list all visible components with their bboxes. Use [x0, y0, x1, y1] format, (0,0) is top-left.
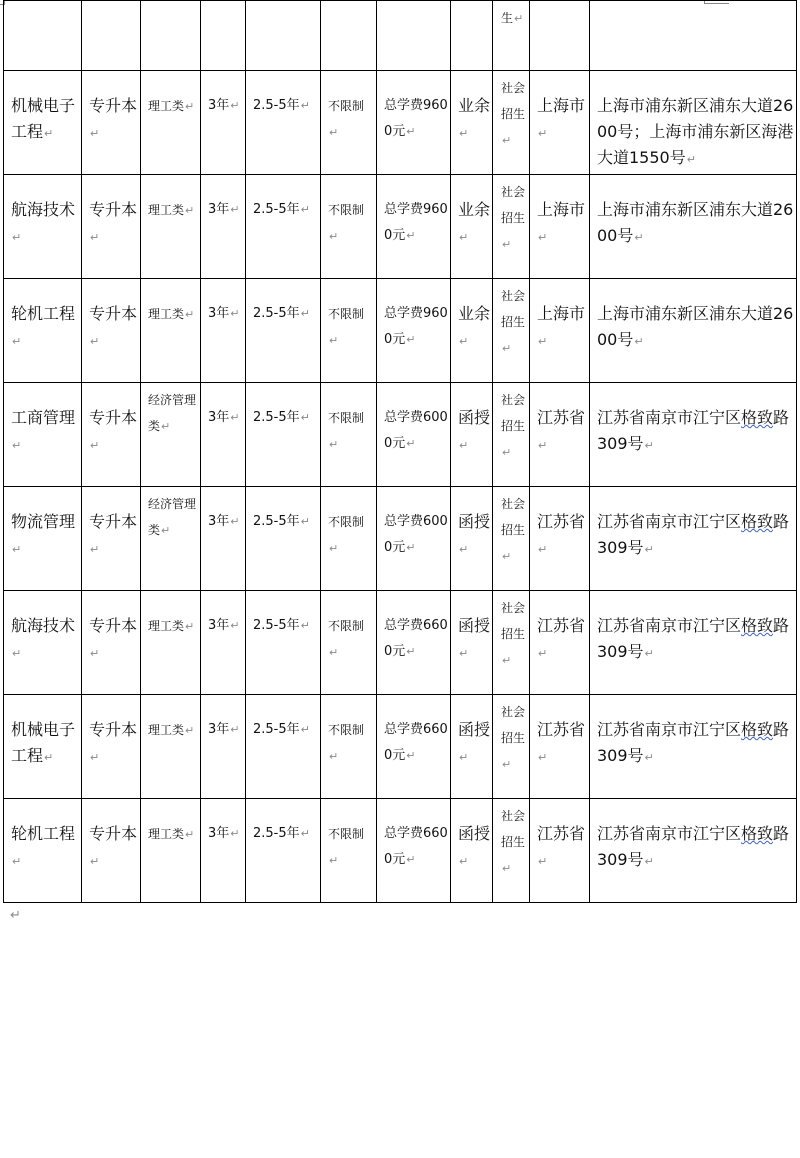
- cell-text: 上海市浦东新区浦东大道2600号: [597, 200, 794, 245]
- table-row: [4, 383, 797, 487]
- cell-level: [82, 175, 141, 279]
- cell-text: 不限制: [328, 619, 365, 633]
- return-mark-icon: ↵: [161, 524, 171, 537]
- return-mark-icon: ↵: [185, 204, 195, 217]
- return-mark-icon: ↵: [329, 750, 339, 763]
- cell-text: 函授: [458, 616, 491, 635]
- return-mark-icon: ↵: [300, 99, 310, 112]
- cell-text: 总学费9600元: [384, 202, 448, 243]
- cell-limit: [321, 383, 377, 487]
- cell-limit: [321, 71, 377, 175]
- return-mark-icon: ↵: [686, 153, 696, 166]
- cell-empty: [451, 1, 493, 71]
- return-mark-icon: ↵: [538, 543, 548, 556]
- return-mark-icon: ↵: [459, 647, 469, 660]
- cell-text: 机械电子工程: [11, 96, 76, 141]
- cell-mode: [451, 175, 493, 279]
- cell-years: [246, 799, 321, 903]
- cell-text: 社会招生: [501, 289, 526, 329]
- return-mark-icon: ↵: [406, 437, 416, 450]
- return-mark-icon: ↵: [644, 647, 654, 660]
- cell-region: [530, 383, 590, 487]
- table-row: [4, 591, 797, 695]
- return-mark-icon: ↵: [459, 335, 469, 348]
- return-mark-icon: ↵: [329, 334, 339, 347]
- return-mark-icon: ↵: [12, 855, 22, 868]
- cell-source: [493, 799, 530, 903]
- return-mark-icon: ↵: [459, 127, 469, 140]
- cell-empty: [82, 1, 141, 71]
- return-mark-icon: ↵: [230, 723, 240, 736]
- cell-fee: [377, 383, 451, 487]
- cell-text: 函授: [458, 824, 491, 843]
- cell-fee: [377, 279, 451, 383]
- return-mark-icon: ↵: [12, 543, 22, 556]
- cell-category: [141, 279, 201, 383]
- return-mark-icon: ↵: [12, 439, 22, 452]
- cell-major: [4, 383, 82, 487]
- cell-text: 3年: [208, 306, 230, 321]
- cell-address: [590, 279, 797, 383]
- cell-major: [4, 175, 82, 279]
- cell-major: [4, 695, 82, 799]
- return-mark-icon: ↵: [634, 335, 644, 348]
- cell-text: 3年: [208, 98, 230, 113]
- cell-fee: [377, 487, 451, 591]
- cell-text: 江苏省: [537, 408, 586, 427]
- cell-source: [493, 175, 530, 279]
- cell-text: 路309号: [597, 824, 790, 869]
- return-mark-icon: ↵: [90, 855, 100, 868]
- cell-fee: [377, 591, 451, 695]
- cell-text: 社会招生: [501, 185, 526, 225]
- cell-text: 专升本: [89, 720, 138, 739]
- cell-years: [246, 591, 321, 695]
- return-mark-icon: ↵: [185, 724, 195, 737]
- return-mark-icon: ↵: [300, 203, 310, 216]
- cell-major: [4, 71, 82, 175]
- cell-text: 专升本: [89, 824, 138, 843]
- return-mark-icon: ↵: [459, 543, 469, 556]
- cell-text: 总学费6600元: [384, 722, 448, 763]
- cell-text: 不限制: [328, 203, 365, 217]
- cell-level: [82, 71, 141, 175]
- return-mark-icon: ↵: [538, 439, 548, 452]
- cell-fee: [377, 695, 451, 799]
- cell-source: [493, 591, 530, 695]
- return-mark-icon: ↵: [459, 751, 469, 764]
- cell-source: [493, 487, 530, 591]
- return-mark-icon: ↵: [329, 542, 339, 555]
- cell-region: [530, 175, 590, 279]
- return-mark-icon: ↵: [538, 127, 548, 140]
- cell-level: [82, 695, 141, 799]
- return-mark-icon: ↵: [300, 411, 310, 424]
- cell-text: 上海市浦东新区浦东大道2600号；上海市浦东新区海港大道1550号: [597, 96, 794, 167]
- return-mark-icon: ↵: [406, 333, 416, 346]
- cell-text: 经济管理类: [148, 497, 197, 537]
- cell-mode: [451, 487, 493, 591]
- cell-text: 江苏省南京市江宁区: [597, 408, 742, 427]
- cell-text: 2.5-5年: [253, 514, 300, 529]
- return-mark-icon: ↵: [502, 758, 512, 771]
- cell-text: 总学费6600元: [384, 826, 448, 867]
- cell-empty: [141, 1, 201, 71]
- cell-text: 理工类: [148, 99, 185, 113]
- cell-text: 路309号: [597, 512, 790, 557]
- cell-mode: [451, 695, 493, 799]
- cell-text: 轮机工程: [11, 304, 76, 323]
- return-mark-icon: ↵: [230, 619, 240, 632]
- return-mark-icon: ↵: [502, 238, 512, 251]
- cell-text: 专升本: [89, 616, 138, 635]
- cell-text: 专升本: [89, 96, 138, 115]
- cell-text: 社会招生: [501, 393, 526, 433]
- return-mark-icon: ↵: [538, 335, 548, 348]
- cell-source: [493, 1, 530, 71]
- return-mark-icon: ↵: [459, 439, 469, 452]
- table-row: [4, 799, 797, 903]
- cell-length: [201, 383, 246, 487]
- cell-text: 航海技术: [11, 200, 76, 219]
- cell-limit: [321, 279, 377, 383]
- cell-empty: [4, 1, 82, 71]
- return-mark-icon: ↵: [538, 751, 548, 764]
- cell-text: 业余: [458, 200, 491, 219]
- cell-empty: [377, 1, 451, 71]
- return-mark-icon: ↵: [185, 308, 195, 321]
- cell-text: 3年: [208, 514, 230, 529]
- cell-text: 经济管理类: [148, 393, 197, 433]
- table-row: [4, 487, 797, 591]
- return-mark-icon: ↵: [644, 543, 654, 556]
- return-mark-icon: ↵: [300, 307, 310, 320]
- cell-text: 函授: [458, 720, 491, 739]
- cell-major: [4, 591, 82, 695]
- return-mark-icon: ↵: [644, 439, 654, 452]
- cell-text: 江苏省: [537, 824, 586, 843]
- cell-category: [141, 591, 201, 695]
- table-row: [4, 695, 797, 799]
- cell-limit: [321, 695, 377, 799]
- cell-years: [246, 279, 321, 383]
- return-mark-icon: ↵: [502, 550, 512, 563]
- return-mark-icon: ↵: [44, 127, 54, 140]
- return-mark-icon: ↵: [230, 411, 240, 424]
- cell-text: 社会招生: [501, 705, 526, 745]
- cell-category: [141, 71, 201, 175]
- cell-text: 2.5-5年: [253, 410, 300, 425]
- cell-text: 2.5-5年: [253, 306, 300, 321]
- return-mark-icon: ↵: [634, 231, 644, 244]
- cell-region: [530, 591, 590, 695]
- return-mark-icon: ↵: [12, 647, 22, 660]
- cell-text: 轮机工程: [11, 824, 76, 843]
- cell-text: 航海技术: [11, 616, 76, 635]
- cell-text: 不限制: [328, 515, 365, 529]
- cell-years: [246, 487, 321, 591]
- cell-empty: [590, 1, 797, 71]
- return-mark-icon: ↵: [185, 828, 195, 841]
- cell-text: 业余: [458, 96, 491, 115]
- cell-years: [246, 695, 321, 799]
- return-mark-icon: ↵: [230, 203, 240, 216]
- cell-length: [201, 487, 246, 591]
- cell-text: 理工类: [148, 619, 185, 633]
- return-mark-icon: ↵: [644, 751, 654, 764]
- cell-text: 3年: [208, 202, 230, 217]
- return-mark-icon: ↵: [514, 12, 524, 25]
- return-mark-icon: ↵: [90, 751, 100, 764]
- cell-length: [201, 279, 246, 383]
- cell-text: 不限制: [328, 307, 365, 321]
- cell-text: 路309号: [597, 720, 790, 765]
- cell-address: [590, 591, 797, 695]
- cell-text: 工商管理: [11, 408, 76, 427]
- return-mark-icon: ↵: [300, 619, 310, 632]
- cell-text: 2.5-5年: [253, 722, 300, 737]
- cell-text: 物流管理: [11, 512, 76, 531]
- cell-source: [493, 695, 530, 799]
- table-row: [4, 279, 797, 383]
- return-mark-icon: ↵: [300, 827, 310, 840]
- cell-text: 上海市浦东新区浦东大道2600号: [597, 304, 794, 349]
- cell-text: 3年: [208, 826, 230, 841]
- cell-address: [590, 383, 797, 487]
- cell-years: [246, 71, 321, 175]
- cell-text: 不限制: [328, 723, 365, 737]
- cell-category: [141, 799, 201, 903]
- cell-fee: [377, 175, 451, 279]
- cell-major: [4, 279, 82, 383]
- cell-text: 专升本: [89, 512, 138, 531]
- cell-limit: [321, 175, 377, 279]
- return-mark-icon: ↵: [538, 647, 548, 660]
- cell-empty: [246, 1, 321, 71]
- cell-fee: [377, 71, 451, 175]
- return-mark-icon: ↵: [90, 647, 100, 660]
- cell-region: [530, 799, 590, 903]
- cell-text: 专升本: [89, 304, 138, 323]
- cell-text: 2.5-5年: [253, 98, 300, 113]
- return-mark-icon: ↵: [185, 620, 195, 633]
- cell-text: 路309号: [597, 408, 790, 453]
- return-mark-icon: ↵: [90, 335, 100, 348]
- return-mark-icon: ↵: [329, 126, 339, 139]
- return-mark-icon: ↵: [406, 645, 416, 658]
- return-mark-icon: ↵: [406, 541, 416, 554]
- cell-mode: [451, 279, 493, 383]
- cell-category: [141, 695, 201, 799]
- return-mark-icon: ↵: [90, 231, 100, 244]
- cell-region: [530, 279, 590, 383]
- cell-address: [590, 799, 797, 903]
- cell-text: 上海市: [537, 304, 586, 323]
- cell-major: [4, 487, 82, 591]
- spellcheck-word: 格致: [741, 824, 774, 843]
- return-mark-icon: ↵: [90, 543, 100, 556]
- return-mark-icon: ↵: [161, 420, 171, 433]
- cell-text: 社会招生: [501, 601, 526, 641]
- return-mark-icon: ↵: [44, 751, 54, 764]
- cell-text: 总学费9600元: [384, 306, 448, 347]
- cell-level: [82, 279, 141, 383]
- cell-mode: [451, 383, 493, 487]
- return-mark-icon: ↵: [406, 749, 416, 762]
- cell-text: 专升本: [89, 408, 138, 427]
- cell-text: 业余: [458, 304, 491, 323]
- cell-text: 江苏省南京市江宁区: [597, 720, 742, 739]
- return-mark-icon: ↵: [502, 654, 512, 667]
- cell-limit: [321, 799, 377, 903]
- table-row-continued: [4, 1, 797, 71]
- cell-mode: [451, 799, 493, 903]
- cell-text: 江苏省南京市江宁区: [597, 824, 742, 843]
- cell-major: [4, 799, 82, 903]
- cell-fee: [377, 799, 451, 903]
- return-mark-icon: ↵: [90, 439, 100, 452]
- cell-region: [530, 695, 590, 799]
- return-mark-icon: ↵: [538, 855, 548, 868]
- cell-text: 函授: [458, 512, 491, 531]
- cell-text: 上海市: [537, 200, 586, 219]
- cell-limit: [321, 591, 377, 695]
- spellcheck-word: 格致: [741, 720, 774, 739]
- return-mark-icon: ↵: [502, 342, 512, 355]
- cell-text: 总学费6000元: [384, 410, 448, 451]
- cell-region: [530, 487, 590, 591]
- cell-text: 2.5-5年: [253, 202, 300, 217]
- cell-empty: [321, 1, 377, 71]
- cell-address: [590, 71, 797, 175]
- cell-text: 函授: [458, 408, 491, 427]
- cell-years: [246, 383, 321, 487]
- cell-text: 3年: [208, 722, 230, 737]
- cell-level: [82, 383, 141, 487]
- return-mark-icon: ↵: [329, 854, 339, 867]
- spellcheck-word: 格致: [741, 408, 774, 427]
- cell-text: 理工类: [148, 723, 185, 737]
- return-mark-icon: ↵: [230, 827, 240, 840]
- return-mark-icon: ↵: [502, 862, 512, 875]
- cell-text: 总学费6000元: [384, 514, 448, 555]
- cell-text: 生: [501, 11, 514, 25]
- cell-category: [141, 175, 201, 279]
- cell-source: [493, 71, 530, 175]
- return-mark-icon: ↵: [459, 231, 469, 244]
- cell-address: [590, 695, 797, 799]
- cell-text: 江苏省: [537, 616, 586, 635]
- return-mark-icon: ↵: [12, 231, 22, 244]
- cell-text: 总学费6600元: [384, 618, 448, 659]
- cell-category: [141, 383, 201, 487]
- cell-text: 上海市: [537, 96, 586, 115]
- cell-text: 3年: [208, 618, 230, 633]
- return-mark-icon: ↵: [406, 229, 416, 242]
- cell-length: [201, 71, 246, 175]
- return-mark-icon: ↵: [185, 100, 195, 113]
- cell-text: 不限制: [328, 411, 365, 425]
- cell-mode: [451, 71, 493, 175]
- cell-years: [246, 175, 321, 279]
- return-mark-icon: ↵: [502, 446, 512, 459]
- cell-source: [493, 279, 530, 383]
- cell-empty: [530, 1, 590, 71]
- paragraph-mark-icon: ↵: [10, 908, 21, 923]
- cell-text: 社会招生: [501, 809, 526, 849]
- enrollment-table: [3, 0, 797, 903]
- cell-mode: [451, 591, 493, 695]
- return-mark-icon: ↵: [459, 855, 469, 868]
- cell-text: 社会招生: [501, 81, 526, 121]
- cell-text: 机械电子工程: [11, 720, 76, 765]
- cell-text: 江苏省南京市江宁区: [597, 512, 742, 531]
- table-row: [4, 175, 797, 279]
- return-mark-icon: ↵: [12, 335, 22, 348]
- return-mark-icon: ↵: [329, 230, 339, 243]
- cell-level: [82, 487, 141, 591]
- cell-text: 江苏省南京市江宁区: [597, 616, 742, 635]
- cell-text: 理工类: [148, 307, 185, 321]
- cell-length: [201, 695, 246, 799]
- table-row: [4, 71, 797, 175]
- cell-address: [590, 487, 797, 591]
- return-mark-icon: ↵: [329, 438, 339, 451]
- cell-text: 江苏省: [537, 720, 586, 739]
- cell-text: 路309号: [597, 616, 790, 661]
- return-mark-icon: ↵: [502, 134, 512, 147]
- return-mark-icon: ↵: [329, 646, 339, 659]
- cell-text: 不限制: [328, 99, 365, 113]
- cell-text: 3年: [208, 410, 230, 425]
- cell-length: [201, 799, 246, 903]
- spellcheck-word: 格致: [741, 512, 774, 531]
- return-mark-icon: ↵: [300, 723, 310, 736]
- cell-text: 江苏省: [537, 512, 586, 531]
- return-mark-icon: ↵: [90, 127, 100, 140]
- cell-limit: [321, 487, 377, 591]
- return-mark-icon: ↵: [406, 125, 416, 138]
- cell-region: [530, 71, 590, 175]
- return-mark-icon: ↵: [230, 515, 240, 528]
- cell-length: [201, 591, 246, 695]
- cell-address: [590, 175, 797, 279]
- return-mark-icon: ↵: [538, 231, 548, 244]
- spellcheck-word: 格致: [741, 616, 774, 635]
- cell-length: [201, 175, 246, 279]
- cell-text: 社会招生: [501, 497, 526, 537]
- cell-text: 理工类: [148, 827, 185, 841]
- return-mark-icon: ↵: [406, 853, 416, 866]
- cell-empty: [201, 1, 246, 71]
- cell-text: 2.5-5年: [253, 826, 300, 841]
- return-mark-icon: ↵: [300, 515, 310, 528]
- cell-text: 专升本: [89, 200, 138, 219]
- return-mark-icon: ↵: [644, 855, 654, 868]
- cell-text: 总学费9600元: [384, 98, 448, 139]
- cell-source: [493, 383, 530, 487]
- cell-level: [82, 591, 141, 695]
- cell-text: 理工类: [148, 203, 185, 217]
- return-mark-icon: ↵: [230, 307, 240, 320]
- cell-level: [82, 799, 141, 903]
- cell-text: 2.5-5年: [253, 618, 300, 633]
- return-mark-icon: ↵: [230, 99, 240, 112]
- cell-category: [141, 487, 201, 591]
- cell-text: 不限制: [328, 827, 365, 841]
